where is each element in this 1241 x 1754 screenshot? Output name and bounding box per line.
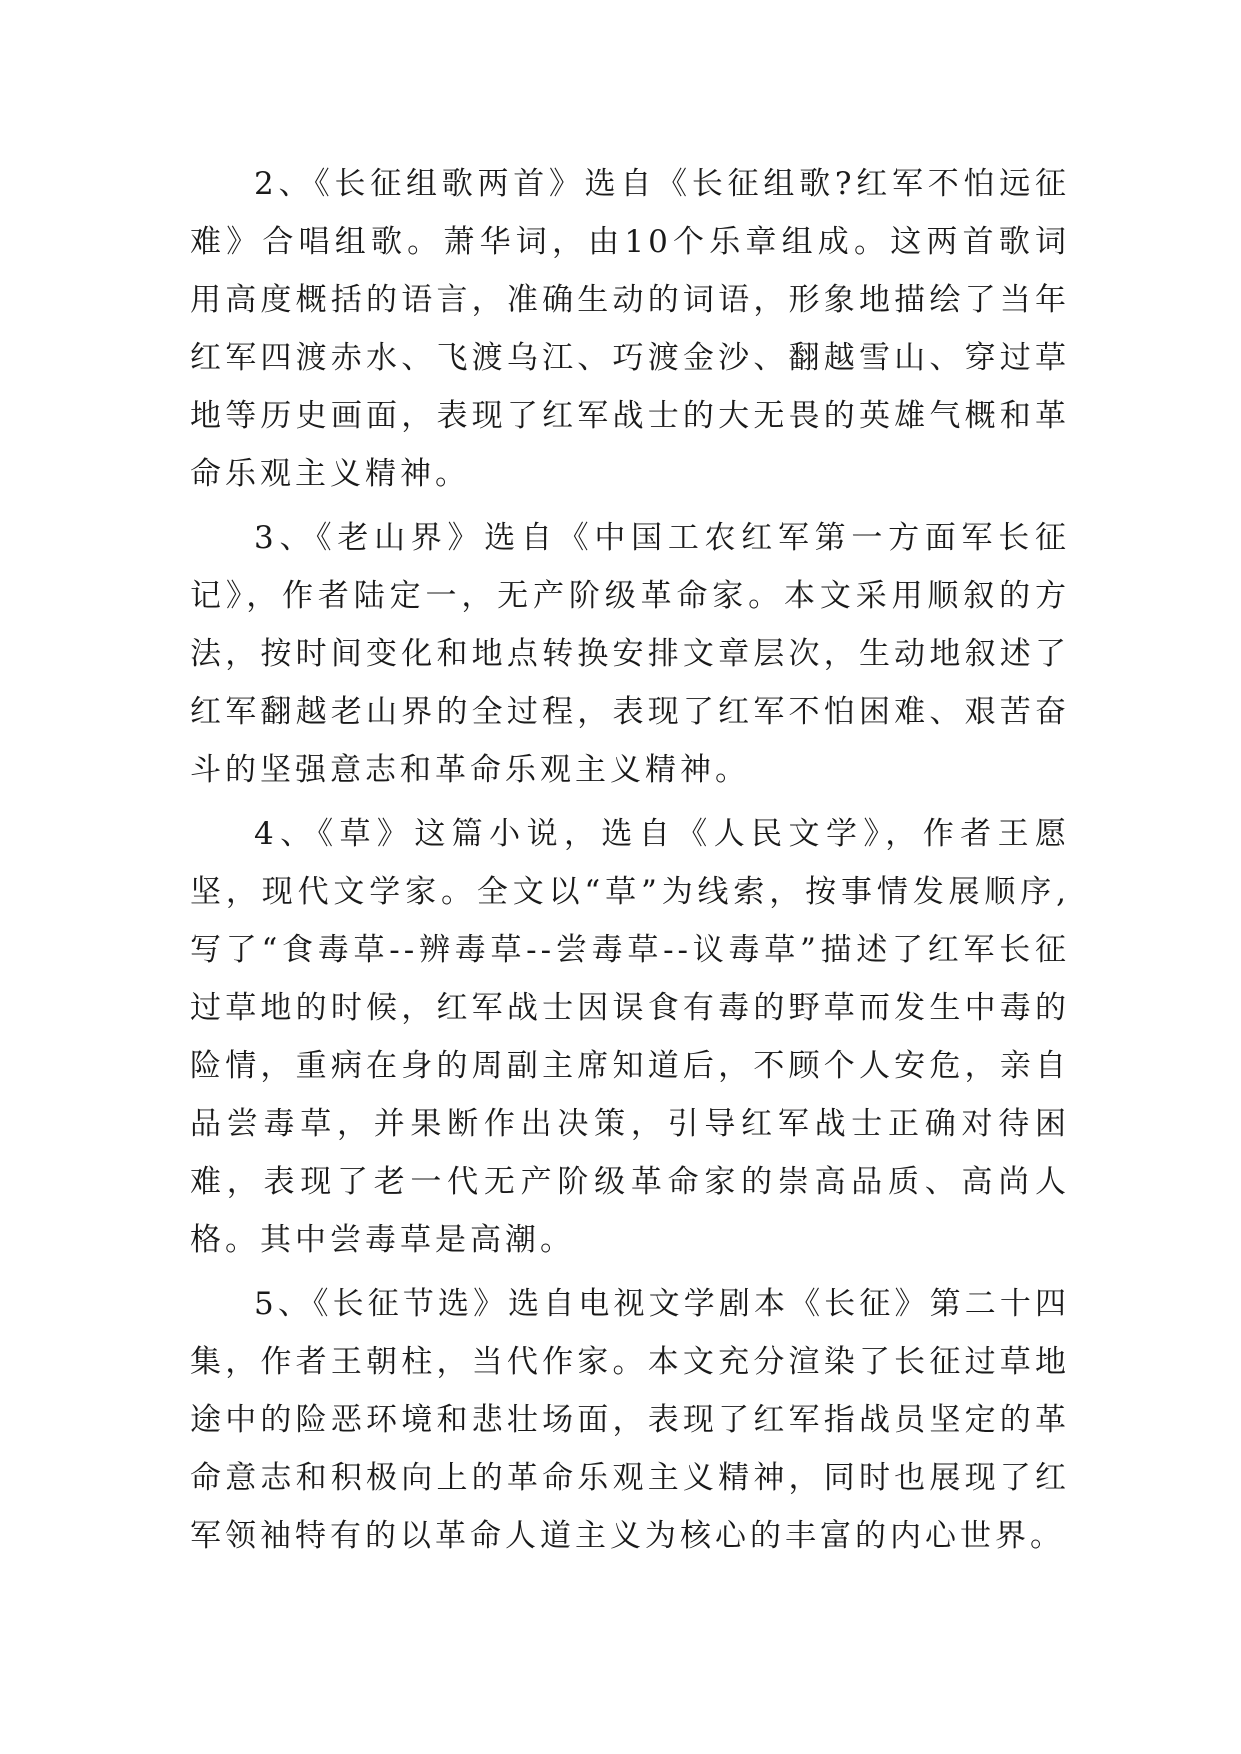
paragraph-item-2: 2、《长征组歌两首》选自《长征组歌?红军不怕远征难》合唱组歌。萧华词，由10个乐章组成。这两首歌词用高度概括的语言，准确生动的词语，形象地描绘了当年红军四渡赤水、飞渡乌江、巧渡金沙、翻越雪山、穿过草地等历史画面，表现了红军战士的大无畏的英雄气概和革命乐观主义精神。 (190, 166, 1070, 492)
paragraph-item-3: 3、《老山界》选自《中国工农红军第一方面军长征记》，作者陆定一，无产阶级革命家。本文采用顺叙的方法，按时间变化和地点转换安排文章层次，生动地叙述了红军翻越老山界的全过程，表现了红军不怕困难、艰苦奋斗的坚强意志和革命乐观主义精神。 (190, 520, 1070, 788)
paragraph-item-4: 4、《草》这篇小说，选自《人民文学》，作者王愿坚，现代文学家。全文以“草”为线索，按事情发展顺序,写了“食毒草--辨毒草--尝毒草--议毒草”描述了红军长征过草地的时候，红军战士因误食有毒的野草而发生中毒的险情，重病在身的周副主席知道后，不顾个人安危，亲自品尝毒草，并果断作出决策，引导红军战士正确对待困难，表现了老一代无产阶级革命家的崇高品质、高尚人格。其中尝毒草是高潮。 (190, 816, 1070, 1258)
document-body (190, 155, 1070, 1565)
paragraph-item-5: 5、《长征节选》选自电视文学剧本《长征》第二十四集，作者王朝柱，当代作家。本文充分渲染了长征过草地途中的险恶环境和悲壮场面，表现了红军指战员坚定的革命意志和积极向上的革命乐观主义精神，同时也展现了红军领袖特有的以革命人道主义为核心的丰富的内心世界。 (190, 1286, 1070, 1554)
